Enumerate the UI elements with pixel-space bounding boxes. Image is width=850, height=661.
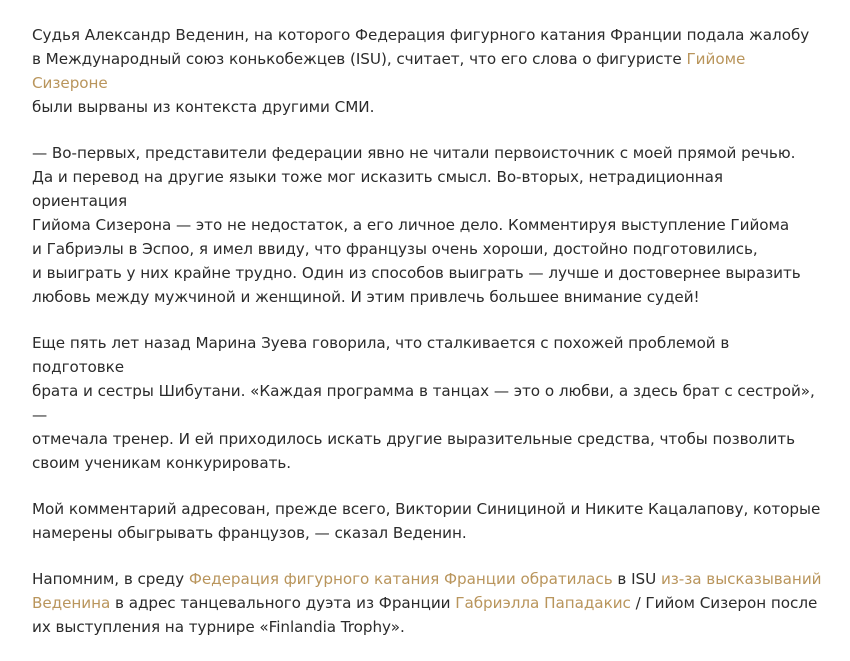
- link-guillaume-cizeron[interactable]: Гийоме Сизероне: [32, 50, 746, 92]
- intro-line-3: были вырваны из контекста другими СМИ.: [32, 98, 375, 116]
- article-body: [32, 23, 822, 661]
- reminder-text-4: / Гийом Сизерон после: [630, 594, 818, 612]
- link-federation-appeal[interactable]: Федерация фигурного катания Франции обратилась: [188, 570, 613, 588]
- intro-line-1: Судья Александр Веденин, на которого Федерация фигурного катания Франции подала жалобу: [32, 26, 810, 44]
- reminder-text-2: в ISU: [612, 570, 661, 588]
- paragraph-intro: [32, 23, 822, 119]
- link-vedenin-statements-part-2[interactable]: Веденина: [32, 594, 111, 612]
- zueva-line-2: брата и сестры Шибутани. «Каждая программа в танцах — это о любви, а здесь брат с сестрой», —: [32, 382, 815, 424]
- paragraph-comment: [32, 497, 822, 545]
- quote-line-5: и выиграть у них крайне трудно. Один из способов выиграть — лучше и достовернее выразить: [32, 264, 801, 282]
- intro-line-2: в Международный союз конькобежцев (ISU), считает, что его слова о фигуристе: [32, 50, 687, 68]
- zueva-line-3: отмечала тренер. И ей приходилось искать другие выразительные средства, чтобы позволить: [32, 430, 795, 448]
- quote-line-1: — Во-первых, представители федерации явно не читали первоисточник с моей прямой речью.: [32, 144, 796, 162]
- quote-line-6: любовь между мужчиной и женщиной. И этим привлечь большее внимание судей!: [32, 288, 700, 306]
- paragraph-reminder: [32, 567, 822, 639]
- zueva-line-1: Еще пять лет назад Марина Зуева говорила, что сталкивается с похожей проблемой в подготовке: [32, 334, 730, 376]
- link-gabriella-papadakis[interactable]: Габриэлла Пападакис: [455, 594, 631, 612]
- zueva-line-4: своим ученикам конкурировать.: [32, 454, 292, 472]
- reminder-text-3: в адрес танцевального дуэта из Франции: [110, 594, 456, 612]
- comment-line-1: Мой комментарий адресован, прежде всего, Виктории Синициной и Никите Кацалапову, которые: [32, 500, 821, 518]
- quote-line-4: и Габриэлы в Эспоо, я имел ввиду, что французы очень хороши, достойно подготовились,: [32, 240, 758, 258]
- paragraph-zueva: [32, 331, 822, 475]
- reminder-text-5: их выступления на турнире «Finlandia Trophy».: [32, 618, 405, 636]
- link-vedenin-statements-part-1[interactable]: из-за высказываний: [660, 570, 822, 588]
- quote-line-2: Да и перевод на другие языки тоже мог исказить смысл. Во-вторых, нетрадиционная ориентация: [32, 168, 723, 210]
- paragraph-quote: [32, 141, 822, 309]
- reminder-text-1: Напомним, в среду: [32, 570, 189, 588]
- comment-line-2: намерены обыгрывать французов, — сказал Веденин.: [32, 524, 467, 542]
- quote-line-3: Гийома Сизерона — это не недостаток, а его личное дело. Комментируя выступление Гийома: [32, 216, 790, 234]
